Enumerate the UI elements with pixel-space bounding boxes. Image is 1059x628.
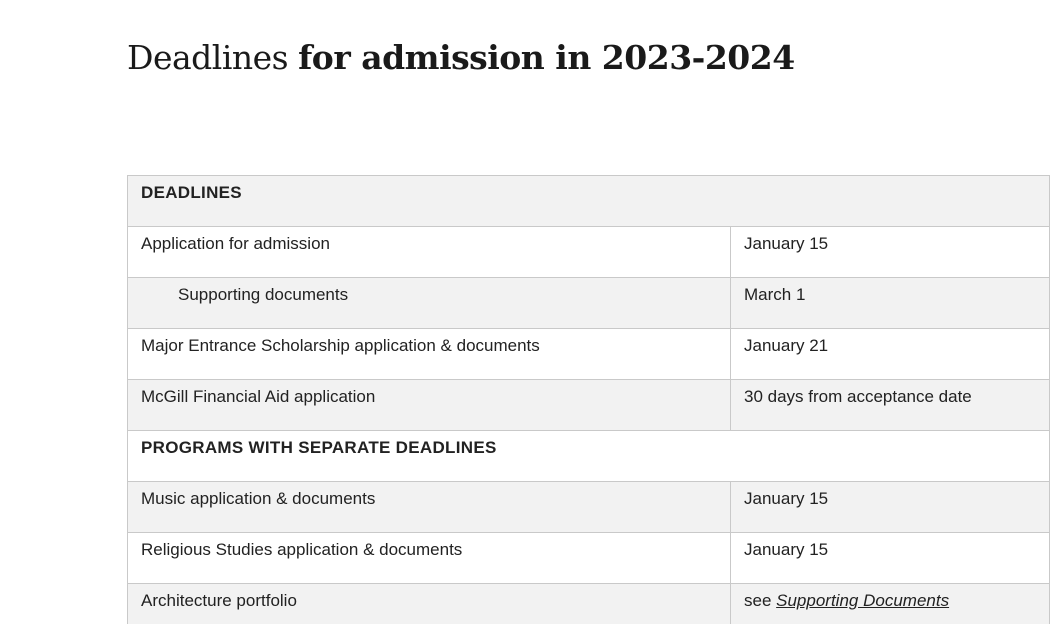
row-item: Architecture portfolio bbox=[128, 584, 731, 624]
supporting-documents-link[interactable]: Supporting Documents bbox=[776, 591, 950, 610]
row-date-prefix: see bbox=[744, 591, 777, 610]
table-row bbox=[128, 482, 1050, 533]
table-row bbox=[128, 227, 1050, 278]
table-row bbox=[128, 380, 1050, 431]
table-row bbox=[128, 278, 1050, 329]
row-item: McGill Financial Aid application bbox=[128, 380, 731, 431]
row-date: March 1 bbox=[731, 278, 1050, 329]
page-title-part2: for admission in 2023-2024 bbox=[298, 38, 795, 77]
row-date: January 21 bbox=[731, 329, 1050, 380]
page-title bbox=[127, 38, 795, 77]
section-header-row bbox=[128, 431, 1050, 482]
section-header-separate-deadlines: PROGRAMS WITH SEPARATE DEADLINES bbox=[128, 431, 1050, 482]
row-date: January 15 bbox=[731, 482, 1050, 533]
row-item: Music application & documents bbox=[128, 482, 731, 533]
table-row bbox=[128, 584, 1050, 624]
section-header-row bbox=[128, 176, 1050, 227]
deadlines-table bbox=[127, 175, 1050, 624]
row-date bbox=[731, 584, 1050, 624]
row-date: 30 days from acceptance date bbox=[731, 380, 1050, 431]
row-date: January 15 bbox=[731, 227, 1050, 278]
row-item: Supporting documents bbox=[128, 278, 731, 329]
section-header-deadlines: DEADLINES bbox=[128, 176, 1050, 227]
row-date: January 15 bbox=[731, 533, 1050, 584]
row-item: Religious Studies application & documents bbox=[128, 533, 731, 584]
page-title-part1: Deadlines bbox=[127, 38, 299, 77]
row-item: Application for admission bbox=[128, 227, 731, 278]
row-item: Major Entrance Scholarship application & documents bbox=[128, 329, 731, 380]
table-row bbox=[128, 329, 1050, 380]
table-row bbox=[128, 533, 1050, 584]
